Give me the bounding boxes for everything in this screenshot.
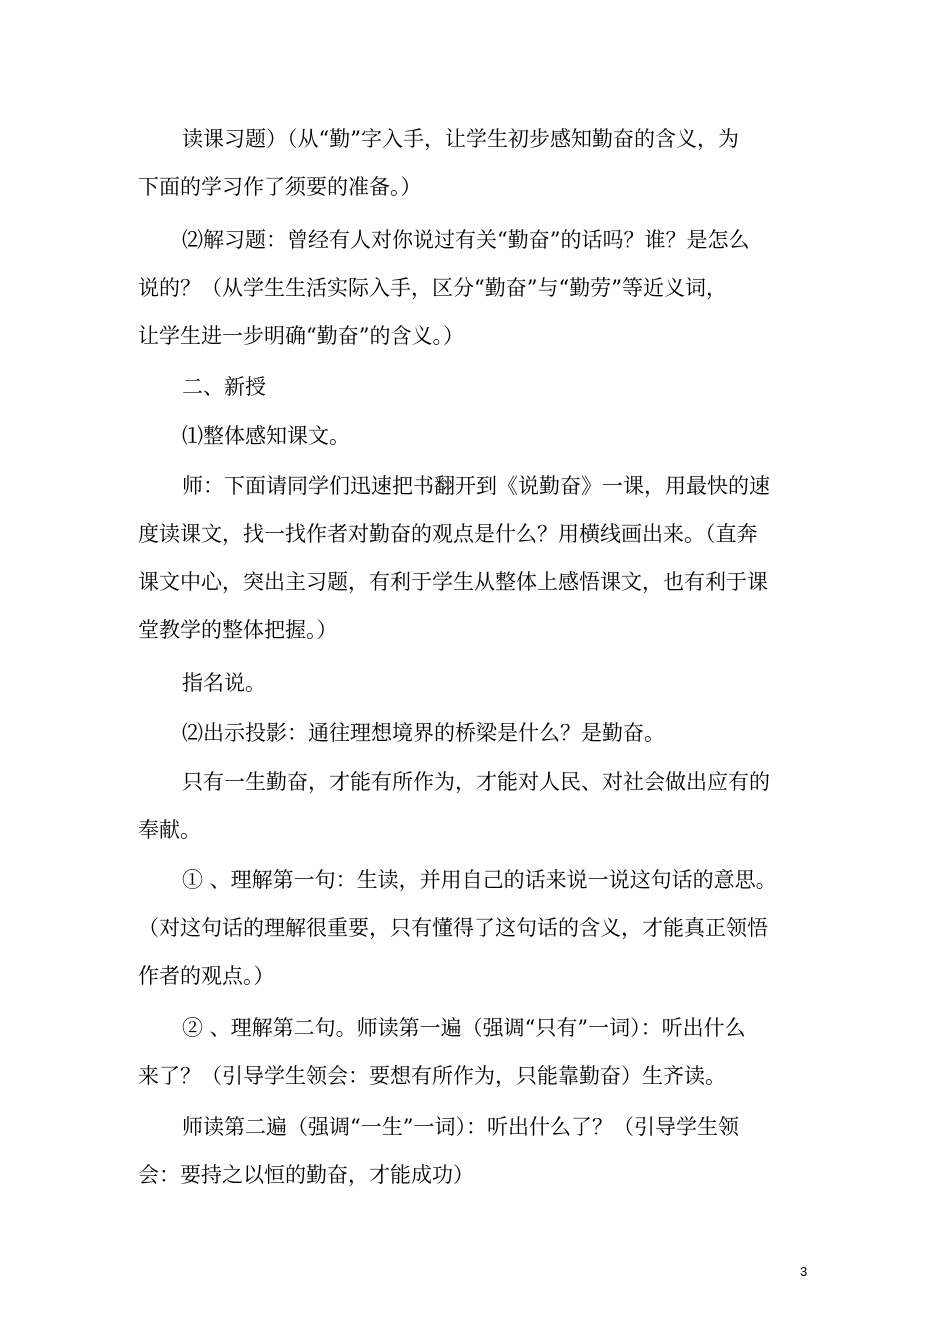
text-line: 奉献。	[138, 818, 201, 842]
text-line: 作者的观点。）	[138, 964, 275, 988]
paragraph-10	[138, 1004, 818, 1100]
text-line: 会：要持之以恒的勤奋，才能成功）	[138, 1163, 474, 1187]
paragraph-6	[138, 659, 818, 707]
paragraph-4	[138, 412, 818, 460]
paragraph-9	[138, 856, 818, 1000]
text-line: 读课习题）（从“勤”字入手，让学生初步感知勤奋的含义，为	[182, 127, 739, 151]
text-line: 师读第二遍（强调“一生”一词）：听出什么了？（引导学生领	[182, 1115, 739, 1139]
text-line: ① 、理解第一句：生读，并用自己的话来说一说这句话的意思。	[182, 868, 777, 892]
text-line: ② 、理解第二句。师读第一遍（强调“只有”一词）：听出什么	[182, 1016, 746, 1040]
text-line: 指名说。	[182, 671, 266, 695]
text-line: 度读课文，找一找作者对勤奋的观点是什么？用横线画出来。（直奔	[138, 522, 758, 546]
page-number: 3	[800, 1264, 808, 1279]
text-line: （对这句话的理解很重要，只有懂得了这句话的含义，才能真正领悟	[138, 916, 768, 940]
text-line: ⑴整体感知课文。	[182, 424, 350, 448]
text-line: 来了？（引导学生领会：要想有所作为，只能靠勤奋）生齐读。	[138, 1064, 726, 1088]
section-heading	[138, 363, 818, 411]
text-line: ⑵出示投影：通往理想境界的桥梁是什么？是勤奋。	[182, 721, 665, 745]
paragraph-8	[138, 758, 818, 854]
text-line: 堂教学的整体把握。）	[138, 618, 338, 642]
text-line: ⑵解习题：曾经有人对你说过有关“勤奋”的话吗？谁？是怎么	[182, 228, 750, 252]
text-line: 二、新授	[182, 375, 266, 399]
paragraph-1	[138, 115, 818, 211]
text-line: 课文中心，突出主习题，有利于学生从整体上感悟课文，也有利于课	[138, 570, 768, 594]
text-line: 下面的学习作了须要的准备。）	[138, 175, 422, 199]
paragraph-2	[138, 216, 818, 360]
paragraph-7	[138, 709, 818, 757]
paragraph-11	[138, 1103, 818, 1199]
text-line: 师：下面请同学们迅速把书翻开到《说勤奋》一课，用最快的速	[182, 474, 770, 498]
text-line: 说的？（从学生生活实际入手，区分“勤奋”与“勤劳”等近义词，	[138, 276, 727, 300]
text-line: 只有一生勤奋，才能有所作为，才能对人民、对社会做出应有的	[182, 770, 770, 794]
text-line: 让学生进一步明确“勤奋”的含义。）	[138, 324, 464, 348]
paragraph-5	[138, 462, 818, 654]
